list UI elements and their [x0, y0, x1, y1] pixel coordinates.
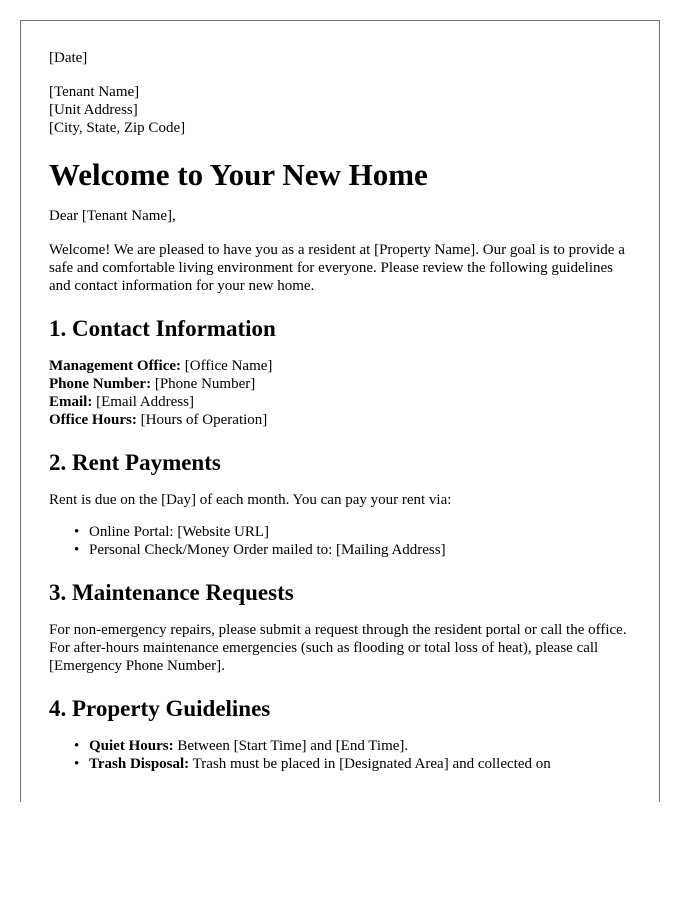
guidelines-list: [49, 737, 629, 773]
contact-info-list: [49, 357, 629, 429]
rent-text: Rent is due on the [Day] of each month. You can pay your rent via:: [49, 492, 452, 508]
rent-payment-list: [49, 523, 629, 559]
guidelines-heading: 4. Property Guidelines: [49, 696, 271, 721]
contact-value: [Office Name]: [181, 358, 273, 374]
letter-content: [49, 49, 629, 773]
list-item: [74, 523, 629, 541]
contact-label: Email:: [49, 394, 93, 410]
rent-option: Online Portal: [Website URL]: [89, 524, 270, 540]
contact-label: Management Office:: [49, 358, 182, 374]
tenant-name: [Tenant Name]: [49, 84, 140, 100]
bullet-icon: •: [74, 524, 80, 540]
guideline-label: Quiet Hours:: [89, 738, 174, 754]
contact-line-hours: [49, 411, 629, 429]
guideline-label: Trash Disposal:: [89, 756, 190, 772]
letter-date: [Date]: [49, 50, 88, 66]
bullet-icon: •: [74, 542, 80, 558]
guideline-value: Between [Start Time] and [End Time].: [173, 738, 409, 754]
contact-label: Office Hours:: [49, 412, 137, 428]
bullet-icon: •: [74, 738, 80, 754]
guideline-value: Trash must be placed in [Designated Area] and collected on: [189, 756, 551, 772]
letter-page: [20, 20, 660, 802]
contact-value: [Phone Number]: [151, 376, 256, 392]
list-item: [74, 737, 629, 755]
rent-heading: 2. Rent Payments: [49, 450, 221, 475]
greeting: Dear [Tenant Name],: [49, 208, 176, 224]
list-item: [74, 755, 629, 773]
maintenance-text: For non-emergency repairs, please submit a request through the resident portal or call the office. For after-hours maintenance emergencies (such as flooding or total loss of heat), please call [Emergency Phone Number].: [49, 622, 627, 674]
letter-title: Welcome to Your New Home: [49, 157, 428, 192]
contact-value: [Email Address]: [92, 394, 194, 410]
contact-value: [Hours of Operation]: [136, 412, 268, 428]
unit-address: [Unit Address]: [49, 102, 138, 118]
contact-heading: 1. Contact Information: [49, 316, 276, 341]
bullet-icon: •: [74, 756, 80, 772]
contact-line-phone: [49, 375, 629, 393]
intro-paragraph: Welcome! We are pleased to have you as a resident at [Property Name]. Our goal is to provide a safe and comfortable living environment for everyone. Please review the following guidelines and contact information for your new home.: [49, 242, 625, 294]
rent-option: Personal Check/Money Order mailed to: [Mailing Address]: [89, 542, 446, 558]
city-state-zip: [City, State, Zip Code]: [49, 120, 186, 136]
maintenance-heading: 3. Maintenance Requests: [49, 580, 294, 605]
contact-line-office: [49, 357, 629, 375]
list-item: [74, 541, 629, 559]
contact-label: Phone Number:: [49, 376, 152, 392]
tenant-address-block: [49, 83, 629, 137]
contact-line-email: [49, 393, 629, 411]
